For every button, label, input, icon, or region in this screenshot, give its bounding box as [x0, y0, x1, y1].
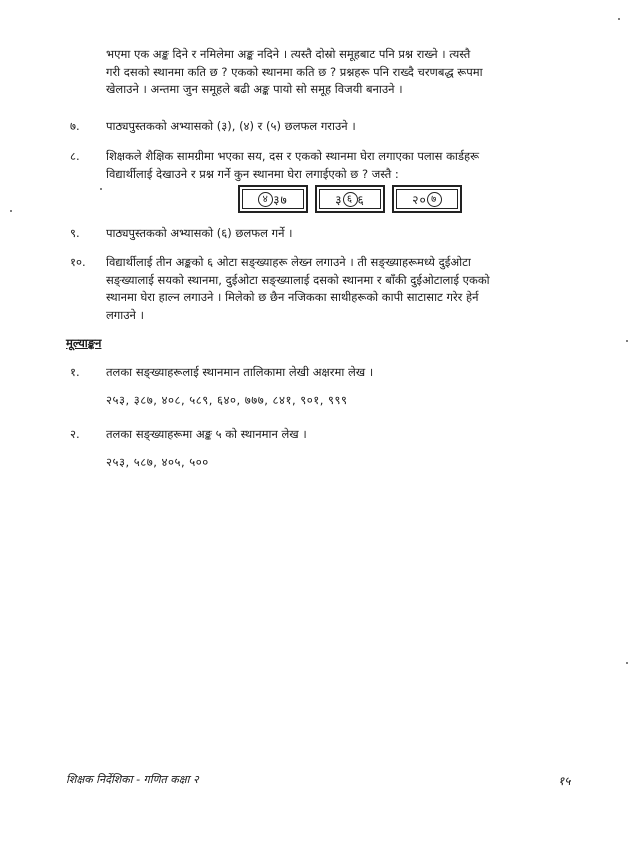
item-7-text — [106, 118, 356, 136]
intro-line-2: गरी दसको स्थानमा कति छ ? एकको स्थानमा कति छ ? प्रश्नहरू पनि राख्दै चरणबद्ध रूपमा — [106, 64, 483, 79]
question-1-number: १. — [70, 365, 80, 379]
item-10-number: १०. — [70, 255, 86, 269]
circled-digit: ४ — [258, 192, 273, 207]
item-8-line-1: शिक्षकले शैक्षिक सामग्रीमा भएका सय, दस र एकको स्थानमा घेरा लगाएका पलास कार्डहरू — [106, 149, 480, 163]
question-2-values: २५३, ५८७, ४०५, ५०० — [106, 455, 209, 469]
item-7-line-1: पाठ्यपुस्तकको अभ्यासको (३), (४) र (५) छलफल गराउने । — [106, 119, 356, 133]
scan-speck — [626, 662, 628, 664]
question-2-number: २. — [70, 427, 80, 441]
card-digit-after: ६ — [357, 192, 365, 207]
item-9-line-1: पाठ्यपुस्तकको अभ्यासको (६) छलफल गर्ने । — [106, 226, 293, 240]
page-number: १५ — [558, 774, 571, 788]
intro-paragraph — [106, 46, 606, 99]
item-10-line-2: सङ्ख्यालाई सयको स्थानमा, दुईओटा सङ्ख्यालाई दसको स्थानमा र बाँकी दुईओटालाई एकको — [106, 272, 490, 287]
scan-speck — [100, 188, 102, 190]
card-digit-before: ३ — [335, 192, 343, 207]
item-8-line-2: विद्यार्थीलाई देखाउने र प्रश्न गर्ने कुन स्थानमा घेरा लगाईएको छ ? जस्तै : — [106, 166, 399, 181]
item-10-line-1: विद्यार्थीलाई तीन अङ्कको ६ ओटा सङ्ख्याहरू लेख्न लगाउने । ती सङ्ख्याहरूमध्ये दुईओटा — [106, 255, 471, 269]
item-10-line-4: लगाउने । — [106, 307, 144, 322]
flash-card-1 — [238, 185, 308, 213]
item-9-number: ९. — [70, 226, 80, 240]
circled-digit: ७ — [427, 192, 442, 207]
place-value-cards — [238, 185, 462, 213]
intro-line-3: खेलाउने । अन्तमा जुन समूहले बढी अङ्क पायो सो समूह विजयी बनाउने । — [106, 82, 403, 96]
scan-speck — [618, 18, 620, 20]
intro-line-1: भएमा एक अङ्क दिने र नमिलेमा अङ्क नदिने । त्यस्तै दोस्रो समूहबाट पनि प्रश्न राख्ने । त्यस्तै — [106, 47, 471, 61]
item-9-text — [106, 225, 292, 243]
scan-speck — [10, 210, 12, 212]
item-8-number: ८. — [70, 149, 80, 163]
item-10-text — [106, 254, 610, 324]
footer-title: शिक्षक निर्देशिका - गणित कक्षा २ — [66, 773, 199, 786]
circled-digit: ६ — [343, 192, 358, 207]
scan-speck — [626, 340, 628, 342]
item-10-line-3: स्थानमा घेरा हाल्न लगाउने । मिलेको छ छैन नजिकका साथीहरूको कापी साटासाट गरेर हेर्न — [106, 290, 479, 304]
question-2-text: तलका सङ्ख्याहरूमा अङ्क ५ को स्थानमान लेख । — [106, 427, 307, 441]
flash-card-3 — [392, 185, 462, 213]
question-1-text: तलका सङ्ख्याहरूलाई स्थानमान तालिकामा लेखी अक्षरमा लेख । — [106, 365, 374, 379]
card-digits: २० — [412, 192, 427, 207]
card-digits: ३७ — [273, 192, 288, 207]
item-8-text — [106, 148, 479, 183]
evaluation-heading: मूल्याङ्कन — [66, 336, 102, 350]
flash-card-2 — [315, 185, 385, 213]
item-7-number: ७. — [70, 119, 80, 133]
question-1-values: २५३, ३८७, ४०८, ५८९, ६४०, ७७७, ८४१, ९०१, ९९९ — [106, 393, 348, 407]
